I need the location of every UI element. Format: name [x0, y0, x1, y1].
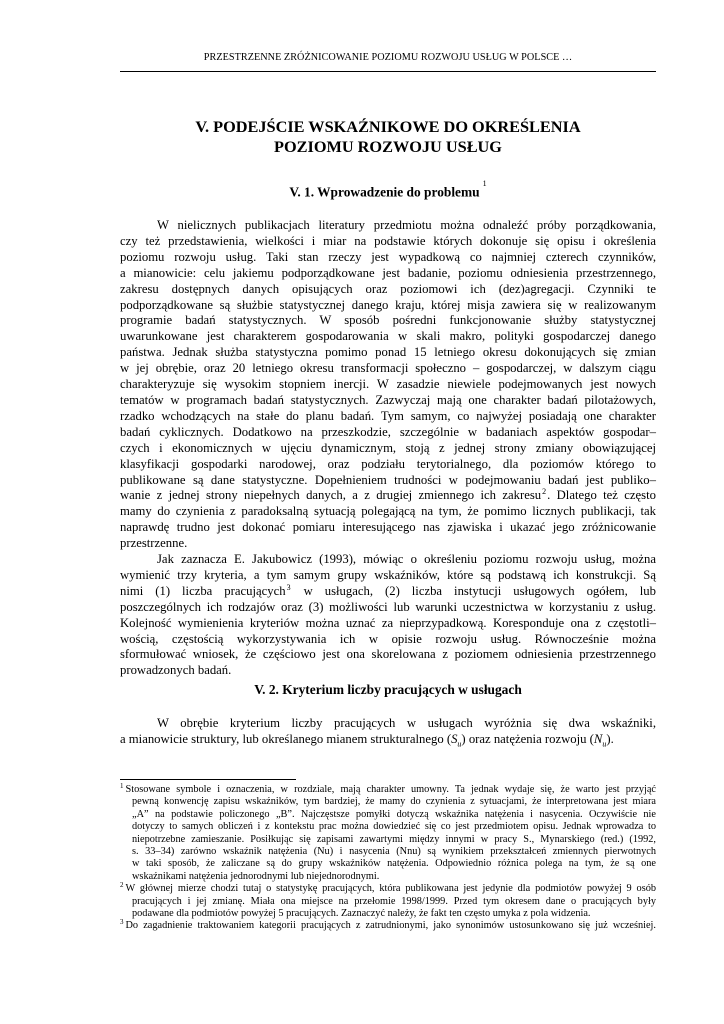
paragraph-line: badań cyklicznych. Dodatkowo na przeszkodzie, szczególnie w badaniach aspektów gospodar– — [120, 424, 656, 439]
paragraph-line: sformułować wniosek, że częściowo jest ona skorelowana z poziomem odniesienia przestrzennego — [120, 647, 656, 662]
header-rule — [120, 71, 656, 72]
footnote-1-line: „A” na podstawie policzonego „B”. Najczęstsze pomyłki dotyczą wskaźnika natężenia i nasycenia. Oczywiście nie — [132, 808, 656, 820]
paragraph-line — [120, 584, 656, 600]
chapter-title — [120, 117, 656, 157]
paragraph-line: wymienić trzy kryteria, a tym samym grupy wskaźników, które są podstawą ich konstrukcji. Są — [120, 567, 656, 582]
footnote-1-line: w taki sposób, że zaliczane są do grupy wskaźników natężenia. Odpowiednio różnica polega na tym, że są one — [132, 858, 656, 870]
section-heading-1-text: V. 1. Wprowadzenie do problemu — [289, 184, 480, 200]
chapter-title-line-1: V. PODEJŚCIE WSKAŹNIKOWE DO OKREŚLENIA — [195, 117, 581, 136]
footnote-1-line: s. 33–34) zarówno wskaźnik natężenia (Nu) i nasycenia (Nnu) są wynikiem przekształceń zmiennych pierwotnych — [132, 846, 656, 858]
paragraph-line: prowadzonych badań. — [120, 663, 232, 678]
footnote-number: 2 — [120, 881, 124, 890]
paragraph-line: poziomu rozwoju usług. Taki stan rzeczy jest wypadkową co najmniej czterech czynników, — [120, 249, 656, 264]
footnote-rule — [120, 779, 296, 780]
symbol-su: $S_u$ — [451, 731, 462, 749]
paragraph-text: ). — [606, 731, 614, 746]
footnote-number: 3 — [120, 918, 124, 927]
paragraph-text: w usługach, (2) liczba instytucji usługowych ogółem, lub — [303, 583, 656, 598]
paragraph-line: wością, częstością wykorzystywania ich w opisie rozwoju usług. Równocześnie można — [120, 631, 656, 646]
paragraph-line: W obrębie kryterium liczby pracujących w usługach wyróżnia się dwa wskaźniki, — [157, 716, 656, 730]
paragraph-line: w jej obrębie, oraz 20 letniego okresu transformacji społeczno – gospodarczej, w dalszym ciągu — [120, 361, 656, 376]
paragraph-line: Jak zaznacza E. Jakubowicz (1993), mówiąc o określeniu poziomu rozwoju usług, można — [157, 552, 656, 567]
symbol-nu: $N_u$ — [593, 731, 607, 749]
footnote-1-line: pewną konwencję zapisu wskaźników, tym bardziej, że mamy do czynienia z sytuacjami, że interpretowana jest miara — [132, 796, 656, 808]
footnote-2-line: $^2$ W głównej mierze chodzi tutaj o statystykę pracujących, która publikowana jest jedynie dla podmiotów powyżej 9 osób — [120, 881, 656, 895]
paragraph-line: Kolejność wymienienia kryteriów można uznać za nieprzypadkową. Koresponduje ona z częstotli– — [120, 615, 656, 630]
section-heading-2: V. 2. Kryterium liczby pracujących w usługach — [254, 682, 522, 697]
paragraph-line: naprawdę trudno jest dokonać pomiaru interesującego nas zjawiska i ukazać jego zróżnicowanie — [120, 520, 656, 535]
paragraph-line: W nielicznych publikacjach literatury przedmiotu można odnaleźć próby porządkowania, — [157, 218, 656, 232]
paragraph-line: uwarunkowane jest charakterem gospodarowania w skali makro, polityki gospodarczej danego — [120, 329, 656, 344]
footnote-ref-1: 1 — [482, 179, 487, 188]
paragraph-line: czych i ekonomicznych w ujęciu dynamicznym, stoją z jednej strony zmiany obowiązującej — [120, 440, 656, 455]
paragraph-line: zakresu dostępnych danych opisujących oraz poziomowi ich (dez)agregacji. Czynniki te — [120, 281, 656, 296]
paragraph-1 — [120, 218, 656, 679]
paragraph-line: państwa. Jednak służba statystyczna pomimo ponad 15 letniego okresu dokonujących się zmian — [120, 345, 656, 360]
paragraph-text: ) oraz natężenia rozwoju ( — [461, 731, 594, 746]
paragraph-line: publikowane są dane statystyczne. Dopełnieniem trudności w podejmowaniu badań jest publiko– — [120, 472, 656, 487]
footnote-2-line: pracujących i jej zmianę. Miała ona miejsce na przełomie 1998/1999. Przed tym okresem dane o pracujących były — [132, 895, 656, 907]
paragraph-text: wanie z jednej strony niepełnych danych, a z drugiej zmiennego ich zakresu — [120, 488, 542, 503]
running-header: PRZESTRZENNE ZRÓŻNICOWANIE POZIOMU ROZWOJU USŁUG W POLSCE … — [203, 52, 573, 63]
footnote-1-line: wskaźnikami natężenia jednorodnymi lub niejednorodnymi. — [132, 870, 380, 882]
paragraph-line: a mianowicie: celu jakiemu podporządkowane jest badanie, poziomu odniesienia przestrzennego, — [120, 265, 656, 280]
chapter-title-line-2: POZIOMU ROZWOJU USŁUG — [274, 137, 502, 156]
paragraph-line: klasyfikacji gospodarki narodowej, oraz podziału terytorialnego, dla poziomów którego to — [120, 456, 656, 471]
section-heading-1 — [120, 179, 656, 200]
paragraph-line: rzadko wchodzących na stałe do planu badań. Tym samym, co najwyżej posiadają one charakter — [120, 408, 656, 423]
footnote-3-line: $^3$ Do zagadnienie traktowaniem kategorii pracujących z zatrudnionymi, jako synonimów ustosunkowano się już wcześniej. — [120, 918, 656, 932]
paragraph-line: podporządkowane są służbie statystycznej danego kraju, której misja zawiera się w realizowanym — [120, 297, 656, 312]
footnote-1-line: dotyczy to samych obliczeń i z kontekstu prac można dowiedzieć się co jest przedmiotem opisu. Jednak wprowadza to — [132, 821, 656, 833]
footnote-1-line: $^1$ Stosowane symbole i oznaczenia, w rozdziale, mają charakter umowny. Ta jednak wydaje się, że warto jest przyjąć — [120, 782, 656, 795]
paragraph-line: programie badań statystycznych. W sposób pośredni funkcjonowanie służby statystycznej — [120, 313, 656, 328]
footnote-ref-2: 2 — [542, 487, 547, 497]
paragraph-line: poszczególnych ich rodzajów oraz (3) możliwości lub warunki uczestnictwa w korzystaniu z usług. — [120, 599, 656, 614]
footnotes — [120, 784, 656, 933]
paragraph-line: mamy do czynienia z paradoksalną sytuacją polegającą na tym, że pomimo licznych publikacji, tak — [120, 504, 656, 519]
paragraph-line — [120, 732, 656, 752]
paragraph-3 — [120, 716, 656, 752]
footnote-2-line: podawane dla podmiotów powyżej 5 pracujących. Zaznaczyć należy, że fakt ten często umyka z pola widzenia. — [132, 908, 591, 920]
footnote-ref-3: 3 — [286, 582, 291, 592]
paragraph-line: czy też przedstawienia, wielkości i miar na podstawie których dokonuje się opisu i określenia — [120, 233, 656, 248]
paragraph-line: tematów w programach badań statystycznych. Zazwyczaj mają one charakter badań pilotażowych, — [120, 392, 656, 407]
paragraph-text: a mianowicie struktury, lub określanego mianem strukturalnego ( — [120, 731, 452, 746]
paragraph-line: przestrzenne. — [120, 536, 188, 551]
footnote-number: 1 — [120, 782, 124, 790]
paragraph-text: nimi (1) liczba pracujących — [120, 583, 286, 598]
paragraph-line — [120, 488, 656, 504]
paragraph-line: charakteryzuje się wysokim stopniem inercji. W zasadzie niewiele podejmowanych jest nowych — [120, 377, 656, 392]
paragraph-text: . Dlatego też często — [547, 488, 656, 503]
footnote-1-line: niepotrzebne zamieszanie. Posiłkując się zapisami zawartymi między innymi w pracy S., Mynarskiego (red.) (1992, — [132, 833, 656, 845]
